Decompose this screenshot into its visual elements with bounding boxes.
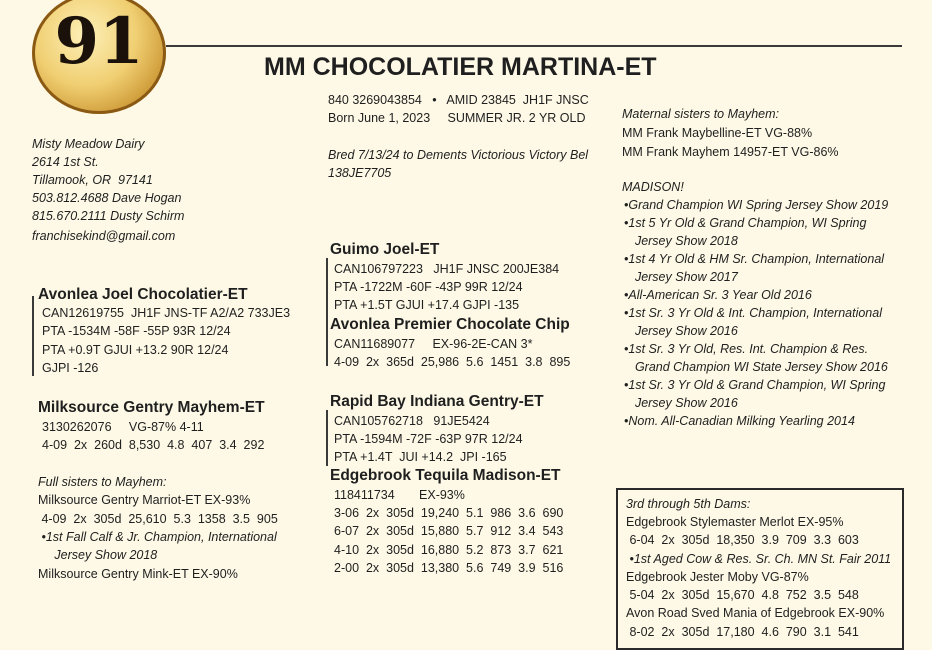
consignor-line: Misty Meadow Dairy	[32, 137, 145, 151]
madison-line: •Grand Champion WI Spring Jersey Show 2019	[624, 198, 889, 212]
consignor-line: 815.670.2111 Dusty Schirm	[32, 209, 185, 223]
bred-line: Bred 7/13/24 to Dements Victorious Victory Bel	[328, 148, 589, 162]
sire-line: GJPI -126	[42, 361, 99, 375]
sire-line: PTA -1534M -58F -55P 93R 12/24	[42, 324, 231, 338]
born-line: Born June 1, 2023 SUMMER JR. 2 YR OLD	[328, 111, 586, 125]
bred-line: 138JE7705	[328, 166, 392, 180]
madison-line: Jersey Show 2018	[628, 234, 738, 248]
maternal-heading: Maternal sisters to Mayhem:	[622, 107, 779, 121]
dam-dam-line: 2-00 2x 305d 13,380 5.6 749 3.9 516	[334, 561, 564, 575]
sire-pedigree-bracket	[326, 258, 328, 366]
dams-box-line: •1st Aged Cow & Res. Sr. Ch. MN St. Fair 2011	[626, 552, 892, 566]
madison-line: •1st 4 Yr Old & HM Sr. Champion, International	[624, 252, 885, 266]
dam-dam-name: Edgebrook Tequila Madison-ET	[330, 467, 561, 484]
consignor-email: franchisekind@gmail.com	[32, 229, 176, 243]
madison-line: •1st 5 Yr Old & Grand Champion, WI Spring	[624, 216, 867, 230]
dam-sire-line: PTA +1.4T JUI +14.2 JPI -165	[334, 450, 507, 464]
madison-line: •Nom. All-Canadian Milking Yearling 2014	[624, 414, 855, 428]
sire-sire-line: PTA +1.5T GJUI +17.4 GJPI -135	[334, 298, 520, 312]
dam-dam-line: 3-06 2x 305d 19,240 5.1 986 3.6 690	[334, 506, 564, 520]
dam-sire-line: CAN105762718 91JE5424	[334, 414, 490, 428]
dam-line: 4-09 2x 260d 8,530 4.8 407 3.4 292	[42, 438, 265, 452]
madison-line: •1st Sr. 3 Yr Old & Int. Champion, International	[624, 306, 882, 320]
dam-pedigree-bracket	[326, 410, 328, 466]
sire-dam-line: CAN11689077 EX-96-2E-CAN 3*	[334, 337, 533, 351]
dams-box-line: Edgebrook Jester Moby VG-87%	[626, 570, 809, 584]
madison-line: Grand Champion WI State Jersey Show 2016	[628, 360, 888, 374]
full-sister-line: •1st Fall Calf & Jr. Champion, International	[38, 530, 277, 544]
full-sister-line: Jersey Show 2018	[44, 548, 158, 562]
sire-line: CAN12619755 JH1F JNS-TF A2/A2 733JE3	[42, 306, 291, 320]
title-rule	[166, 45, 902, 47]
dams-box-line: Edgebrook Stylemaster Merlot EX-95%	[626, 515, 844, 529]
madison-line: •All-American Sr. 3 Year Old 2016	[624, 288, 812, 302]
madison-line: Jersey Show 2016	[628, 324, 738, 338]
dam-dam-line: 118411734 EX-93%	[334, 488, 465, 502]
madison-line: Jersey Show 2017	[628, 270, 738, 284]
sire-dam-name: Avonlea Premier Chocolate Chip	[330, 316, 570, 333]
madison-line: •1st Sr. 3 Yr Old & Grand Champion, WI Spring	[624, 378, 886, 392]
sire-dam-line: 4-09 2x 365d 25,986 5.6 1451 3.8 895	[334, 355, 571, 369]
registration-line: 840 3269043854 • AMID 23845 JH1F JNSC	[328, 93, 589, 107]
dam-line: 3130262076 VG-87% 4-11	[42, 420, 204, 434]
consignor-line: 2614 1st St.	[32, 155, 99, 169]
full-sisters-heading: Full sisters to Mayhem:	[38, 475, 167, 489]
maternal-line: MM Frank Mayhem 14957-ET VG-86%	[622, 145, 839, 159]
sire-line: PTA +0.9T GJUI +13.2 90R 12/24	[42, 343, 229, 357]
dams-box-line: 8-02 2x 305d 17,180 4.6 790 3.1 541	[626, 625, 859, 639]
dams-box-line: Avon Road Sved Mania of Edgebrook EX-90%	[626, 606, 885, 620]
full-sister-line: Milksource Gentry Marriot-ET EX-93%	[38, 493, 251, 507]
dams-box-line: 5-04 2x 305d 15,670 4.8 752 3.5 548	[626, 588, 859, 602]
consignor-line: 503.812.4688 Dave Hogan	[32, 191, 182, 205]
madison-line: •1st Sr. 3 Yr Old, Res. Int. Champion & Res.	[624, 342, 869, 356]
sire-name: Avonlea Joel Chocolatier-ET	[38, 286, 248, 303]
dam-sire-line: PTA -1594M -72F -63P 97R 12/24	[334, 432, 523, 446]
dam-dam-line: 6-07 2x 305d 15,880 5.7 912 3.4 543	[334, 524, 564, 538]
sire-sire-line: PTA -1722M -60F -43P 99R 12/24	[334, 280, 523, 294]
lot-number-badge	[32, 0, 166, 114]
maternal-line: MM Frank Maybelline-ET VG-88%	[622, 126, 813, 140]
page-title: MM CHOCOLATIER MARTINA-ET	[264, 53, 657, 81]
madison-heading: MADISON!	[622, 180, 684, 194]
madison-line: Jersey Show 2016	[628, 396, 738, 410]
dam-dam-line: 4-10 2x 305d 16,880 5.2 873 3.7 621	[334, 543, 564, 557]
full-sister-line: Milksource Gentry Mink-ET EX-90%	[38, 567, 238, 581]
dams-box-heading: 3rd through 5th Dams:	[626, 497, 751, 511]
sire-sire-name: Guimo Joel-ET	[330, 241, 440, 258]
dam-name: Milksource Gentry Mayhem-ET	[38, 399, 265, 416]
dams-box-line: 6-04 2x 305d 18,350 3.9 709 3.3 603	[626, 533, 859, 547]
dam-sire-name: Rapid Bay Indiana Gentry-ET	[330, 393, 544, 410]
sire-sire-line: CAN106797223 JH1F JNSC 200JE384	[334, 262, 560, 276]
lot-number: 91	[54, 4, 144, 79]
consignor-line: Tillamook, OR 97141	[32, 173, 153, 187]
full-sister-line: 4-09 2x 305d 25,610 5.3 1358 3.5 905	[38, 512, 278, 526]
sire-bracket	[32, 296, 34, 376]
